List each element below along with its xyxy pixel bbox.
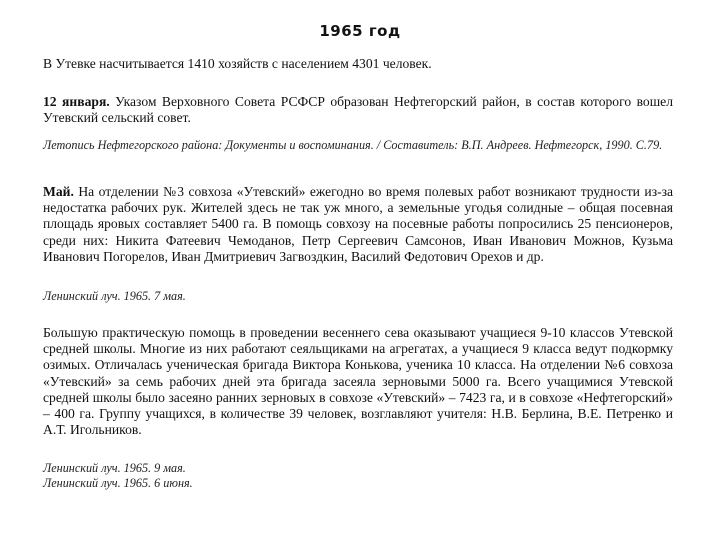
paragraph-households: В Утевке насчитывается 1410 хозяйств с населением 4301 человек. (43, 56, 432, 71)
paragraph-text: Указом Верховного Совета РСФСР образован Нефтегорский район, в состав которого вошел Утевский сельский совет. (43, 94, 673, 126)
source-citation: Ленинский луч. 1965. 9 мая. (43, 461, 186, 475)
date-label: 12 января. (43, 94, 110, 109)
source-citation: Ленинский луч. 1965. 7 мая. (43, 289, 186, 303)
page-title: 1965 год (319, 22, 401, 40)
paragraph-january (43, 94, 673, 126)
date-label: Май. (43, 184, 74, 199)
paragraph-text: На отделении №3 совхоза «Утевский» ежегодно во время полевых работ возникают трудности из-за недостатка рабочих рук. Жителей здесь не так уж много, а земельные угодья солидные – общая посевная площадь яровых составляет 5400 га. В помощь совхозу на посевные работы попросились 25 пенсионеров, среди них: Никита Фатеевич Чемоданов, Петр Сергеевич Самсонов, Иван Иванович Можнов, Кузьма Иванович Погорелов, Иван Дмитриевич Загвоздкин, Василий Федотович Орехов и др. (43, 184, 673, 264)
source-citation: Ленинский луч. 1965. 6 июня. (43, 476, 193, 490)
paragraph-students: Большую практическую помощь в проведении весеннего сева оказывают учащиеся 9-10 классов Утевской средней школы. Многие из них работают сеяльщиками на агрегатах, а учащиеся 9 класса ведут подкормку озимых. Отличалась ученическая бригада Виктора Конькова, ученика 10 класса. На отделении №6 совхоза «Утевский» за семь рабочих дней эта бригада засеяла зерновыми 5000 га. Всего учащимися Утевской средней школы было засеяно ранних зерновых в совхозе «Утевский» – 7423 га, и в совхозе «Нефтегорский» – 400 га. Группу учащихся, в количестве 39 человек, возглавляют учителя: Н.В. Берлина, В.Е. Петренко и А.Т. Игольников. (43, 325, 673, 438)
source-citation: Летопись Нефтегорского района: Документы и воспоминания. / Составитель: В.П. Андреев. Нефтегорск, 1990. С.79. (43, 138, 663, 152)
paragraph-may (43, 184, 673, 265)
source-citations (43, 461, 673, 491)
